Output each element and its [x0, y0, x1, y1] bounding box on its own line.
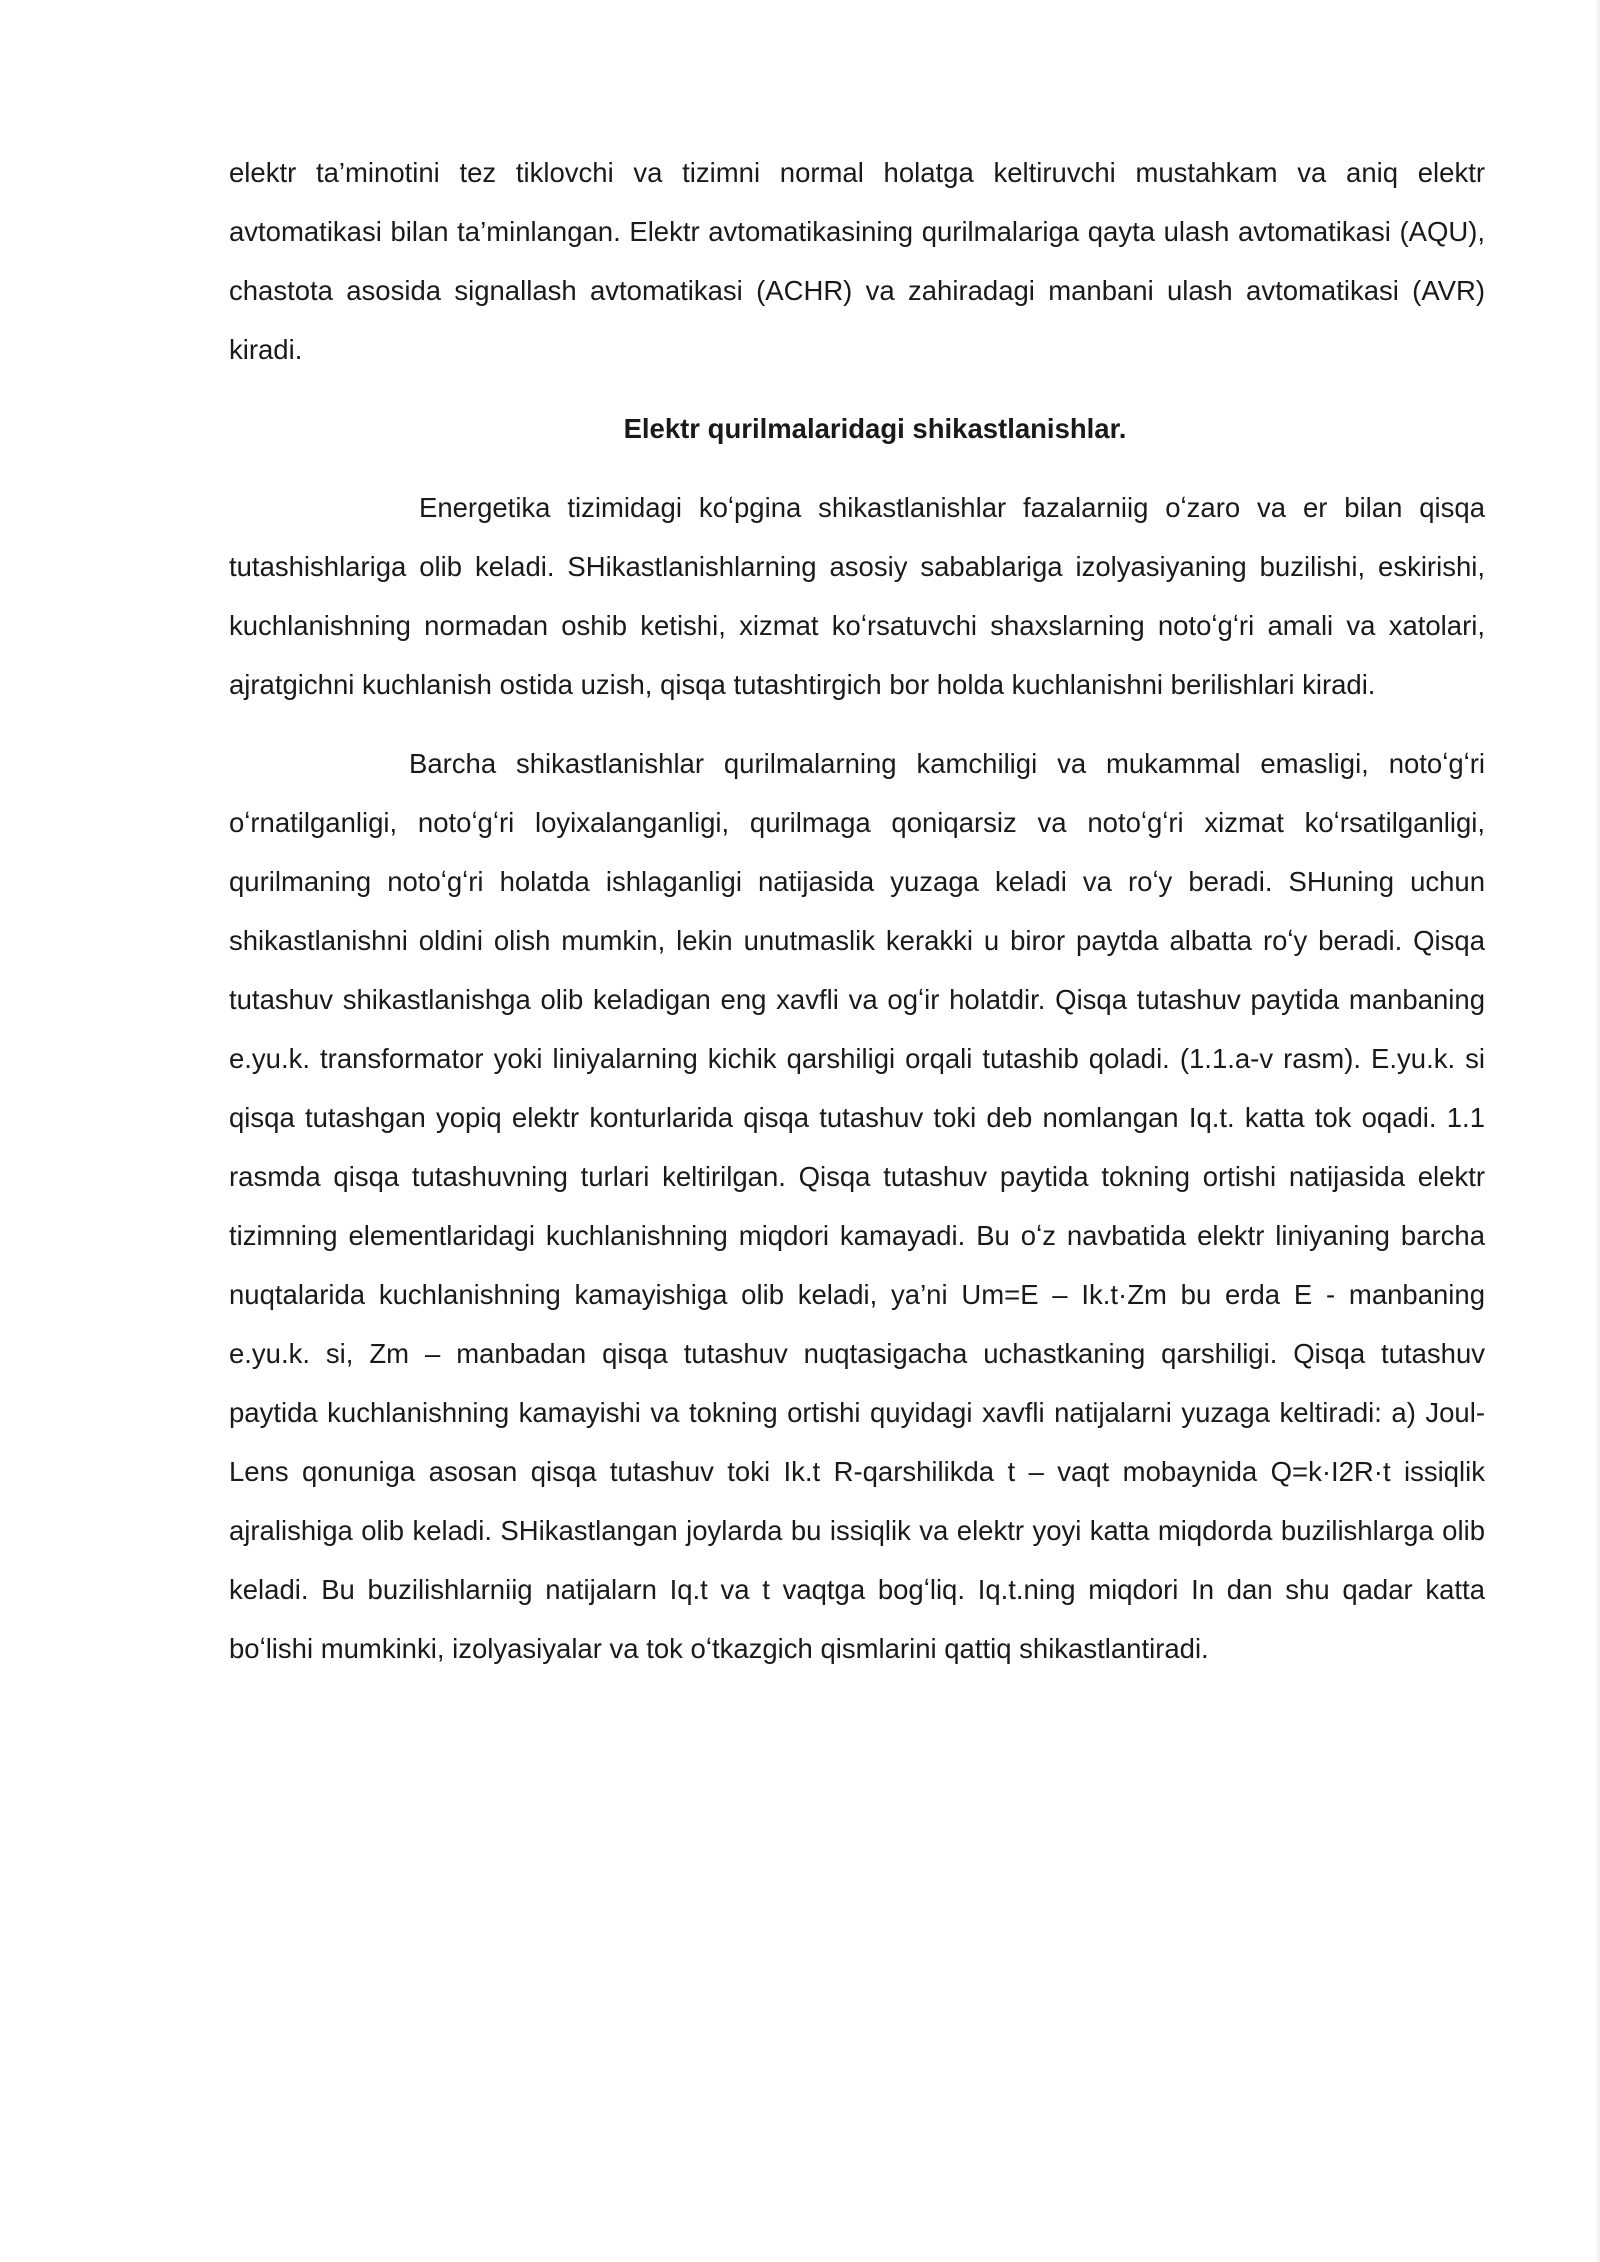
paragraph-automation: elektr ta’minotini tez tiklovchi va tizimni normal holatga keltiruvchi mustahkam va aniq elektr avtomatikasi bilan ta’minlangan. Elektr avtomatikasining qurilmalariga qayta ulash avtomatikasi (AQU), chastota asosida signallash avtomatikasi (ACHR) va zahiradagi manbani ulash avtomatikasi (AVR) kiradi.: [229, 157, 1485, 365]
section-heading: Elektr qurilmalaridagi shikastlanishlar.: [623, 413, 1127, 444]
document-body: [229, 143, 1485, 1678]
paragraph-short-circuit: Barcha shikastlanishlar qurilmalarning kamchiligi va mukammal emasligi, notoʻgʻri oʻrnatilganligi, notoʻgʻri loyixalanganligi, qurilmaga qoniqarsiz va notoʻgʻri xizmat koʻrsatilganligi, qurilmaning notoʻgʻri holatda ishlaganligi natijasida yuzaga keladi va roʻy beradi. SHuning uchun shikastlanishni oldini olish mumkin, lekin unutmaslik kerakki u biror paytda albatta roʻy beradi. Qisqa tutashuv shikastlanishga olib keladigan eng xavfli va ogʻir holatdir. Qisqa tutashuv paytida manbaning e.yu.k. transformator yoki liniyalarning kichik qarshiligi orqali tutashib qoladi. (1.1.a-v rasm). E.yu.k. si qisqa tutashgan yopiq elektr konturlarida qisqa tutashuv toki deb nomlangan Iq.t. katta tok oqadi. 1.1 rasmda qisqa tutashuvning turlari keltirilgan. Qisqa tutashuv paytida tokning ortishi natijasida elektr tizimning elementlaridagi kuchlanishning miqdori kamayadi. Bu oʻz navbatida elektr liniyaning barcha nuqtalarida kuchlanishning kamayishiga olib keladi, ya’ni Um=E – Ik.t·Zm bu erda E - manbaning e.yu.k. si, Zm – manbadan qisqa tutashuv nuqtasigacha uchastkaning qarshiligi. Qisqa tutashuv paytida kuchlanishning kamayishi va tokning ortishi quyidagi xavfli natijalarni yuzaga keltiradi: a) Joul-Lens qonuniga asosan qisqa tutashuv toki Ik.t R-qarshilikda t – vaqt mobaynida Q=k·I2R·t issiqlik ajralishiga olib keladi. SHikastlangan joylarda bu issiqlik va elektr yoyi katta miqdorda buzilishlarga olib keladi. Bu buzilishlarniig natijalarn Iq.t va t vaqtga bogʻliq. Iq.t.ning miqdori In dan shu qadar katta boʻlishi mumkinki, izolyasiyalar va tok oʻtkazgich qismlarini qattiq shikastlantiradi.: [229, 748, 1485, 1664]
paragraph-fault-causes: Energetika tizimidagi koʻpgina shikastlanishlar fazalarniig oʻzaro va er bilan qisqa tutashishlariga olib keladi. SHikastlanishlarning asosiy sabablariga izolyasiyaning buzilishi, eskirishi, kuchlanishning normadan oshib ketishi, xizmat koʻrsatuvchi shaxslarning notoʻgʻri amali va xatolari, ajratgichni kuchlanish ostida uzish, qisqa tutashtirgich bor holda kuchlanishni berilishlari kiradi.: [229, 492, 1485, 700]
